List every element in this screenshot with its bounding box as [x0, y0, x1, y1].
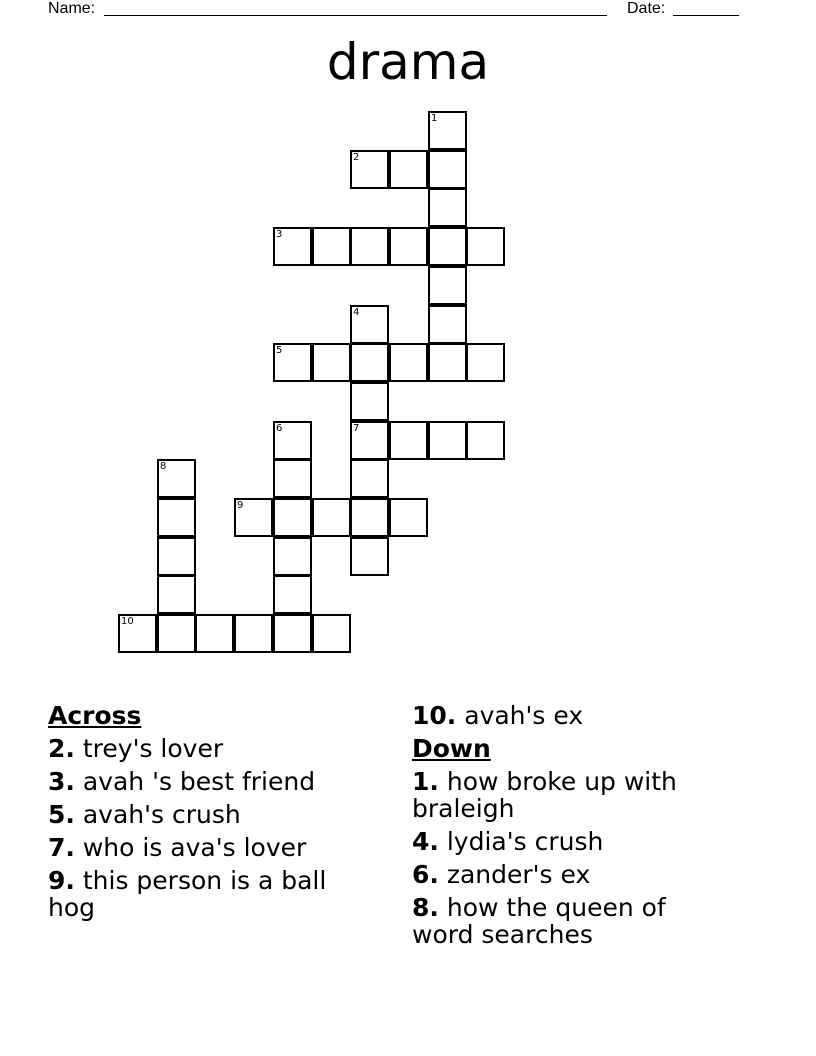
cell-number: 6 [276, 423, 283, 434]
grid-cell[interactable] [273, 421, 312, 460]
grid-cell[interactable] [428, 421, 467, 460]
grid-cell[interactable] [466, 343, 505, 382]
clue-across-2: 2. trey's lover [48, 734, 224, 763]
grid-cell[interactable] [389, 343, 428, 382]
clue-across-3: 3. avah 's best friend [48, 767, 316, 796]
grid-cell[interactable] [428, 266, 467, 305]
clue-down-1: 1. how broke up with braleigh [412, 767, 677, 823]
cell-number: 3 [276, 229, 283, 240]
down-heading: Down [412, 734, 491, 763]
grid-cell[interactable] [350, 421, 389, 460]
grid-cell[interactable] [118, 614, 157, 653]
grid-cell[interactable] [428, 188, 467, 227]
grid-cell[interactable] [273, 575, 312, 614]
cell-number: 4 [353, 307, 360, 318]
grid-cell[interactable] [157, 459, 196, 498]
grid-cell[interactable] [389, 421, 428, 460]
grid-cell[interactable] [428, 305, 467, 344]
cell-number: 9 [237, 500, 244, 511]
grid-cell[interactable] [312, 614, 351, 653]
grid-cell[interactable] [350, 150, 389, 189]
grid-cell[interactable] [157, 537, 196, 576]
grid-cell[interactable] [312, 227, 351, 266]
cell-number: 2 [353, 152, 360, 163]
clue-across-10: 10. avah's ex [412, 701, 584, 730]
across-heading: Across [48, 701, 142, 730]
grid-cell[interactable] [195, 614, 234, 653]
clue-down-8: 8. how the queen of word searches [412, 893, 666, 949]
grid-cell[interactable] [350, 537, 389, 576]
cell-number: 7 [353, 423, 360, 434]
cell-number: 1 [431, 113, 438, 124]
grid-cell[interactable] [350, 382, 389, 421]
grid-cell[interactable] [428, 150, 467, 189]
puzzle-title: drama [326, 33, 490, 91]
grid-cell[interactable] [157, 498, 196, 537]
grid-cell[interactable] [157, 575, 196, 614]
grid-cell[interactable] [428, 111, 467, 150]
clue-across-5: 5. avah's crush [48, 800, 241, 829]
grid-cell[interactable] [466, 227, 505, 266]
name-label: Name: [48, 0, 96, 17]
grid-cell[interactable] [389, 498, 428, 537]
clue-down-6: 6. zander's ex [412, 860, 591, 889]
grid-cell[interactable] [273, 459, 312, 498]
grid-cell[interactable] [312, 343, 351, 382]
grid-cell[interactable] [350, 227, 389, 266]
grid-cell[interactable] [428, 343, 467, 382]
grid-cell[interactable] [428, 227, 467, 266]
grid-cell[interactable] [273, 614, 312, 653]
grid-cell[interactable] [389, 150, 428, 189]
clue-down-4: 4. lydia's crush [412, 827, 604, 856]
grid-cell[interactable] [312, 498, 351, 537]
cell-number: 10 [121, 616, 134, 627]
clue-across-9: 9. this person is a ball hog [48, 866, 327, 922]
grid-cell[interactable] [350, 459, 389, 498]
grid-cell[interactable] [234, 614, 273, 653]
grid-cell[interactable] [157, 614, 196, 653]
clue-across-7: 7. who is ava's lover [48, 833, 307, 862]
date-label: Date: [627, 0, 666, 17]
grid-cell[interactable] [389, 227, 428, 266]
grid-cell[interactable] [234, 498, 273, 537]
clues-left-column [48, 702, 368, 927]
cell-number: 8 [160, 461, 167, 472]
grid-cell[interactable] [350, 305, 389, 344]
grid-cell[interactable] [273, 227, 312, 266]
grid-cell[interactable] [466, 421, 505, 460]
grid-cell[interactable] [273, 498, 312, 537]
grid-cell[interactable] [273, 537, 312, 576]
clues-right-column [412, 702, 712, 954]
grid-cell[interactable] [350, 498, 389, 537]
cell-number: 5 [276, 345, 283, 356]
grid-cell[interactable] [350, 343, 389, 382]
grid-cell[interactable] [273, 343, 312, 382]
